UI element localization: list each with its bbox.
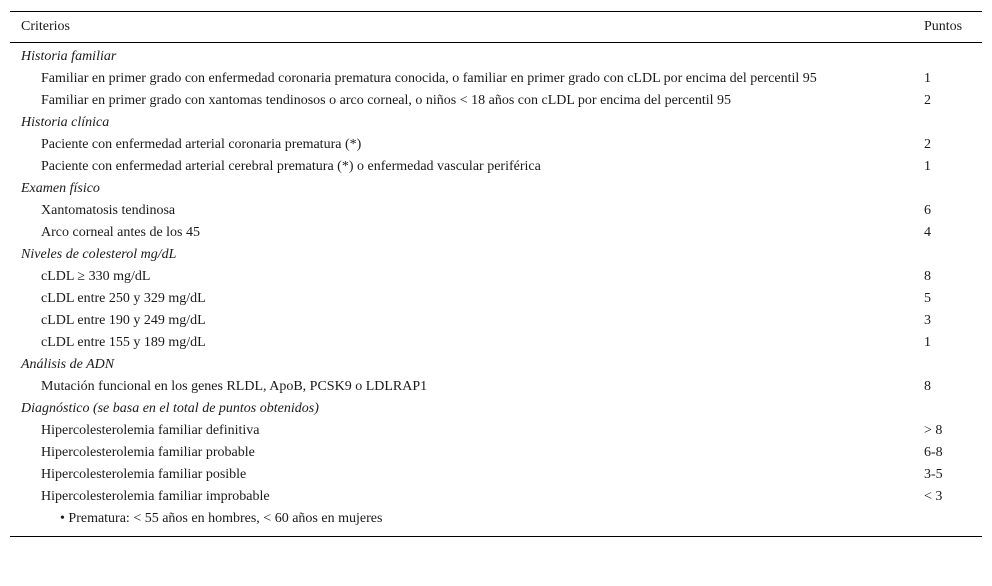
table-row	[10, 442, 982, 464]
table-body	[10, 43, 982, 530]
criterion-points: < 3	[924, 489, 943, 504]
section-title: Historia clínica	[21, 115, 110, 130]
table-row	[10, 464, 982, 486]
criterion-text: Hipercolesterolemia familiar probable	[41, 445, 255, 460]
criterion-points: 2	[924, 137, 931, 152]
criterion-text: cLDL ≥ 330 mg/dL	[41, 269, 151, 284]
table-row	[10, 486, 982, 508]
section-title: Examen físico	[21, 181, 100, 196]
criterion-text: Paciente con enfermedad arterial coronaria prematura (*)	[41, 137, 362, 152]
footnote-row	[10, 508, 982, 530]
footnote-text: • Prematura: < 55 años en hombres, < 60 años en mujeres	[60, 511, 383, 526]
criterion-text: Xantomatosis tendinosa	[41, 203, 176, 218]
section-row	[10, 354, 982, 376]
criterion-text: Arco corneal antes de los 45	[41, 225, 200, 240]
criterion-points: > 8	[924, 423, 943, 438]
table-header	[10, 12, 982, 42]
criterion-text: Hipercolesterolemia familiar definitiva	[41, 423, 260, 438]
section-row	[10, 244, 982, 266]
criterion-text: Familiar en primer grado con xantomas tendinosos o arco corneal, o niños < 18 años con cLDL por encima del percentil 95	[41, 93, 732, 108]
criterion-points: 2	[924, 93, 931, 108]
table-row	[10, 134, 982, 156]
table-bottom-rule	[10, 536, 982, 537]
section-title: Historia familiar	[21, 49, 117, 64]
criterion-points: 4	[924, 225, 931, 240]
criterion-points: 6	[924, 203, 931, 218]
criterion-text: Mutación funcional en los genes RLDL, ApoB, PCSK9 o LDLRAP1	[41, 379, 428, 394]
section-row	[10, 398, 982, 420]
table-row	[10, 420, 982, 442]
section-row	[10, 178, 982, 200]
criterion-points: 3	[924, 313, 931, 328]
section-row	[10, 46, 982, 68]
table-row	[10, 310, 982, 332]
table-row	[10, 222, 982, 244]
table-row	[10, 90, 982, 112]
criterion-text: Paciente con enfermedad arterial cerebral prematura (*) o enfermedad vascular periférica	[41, 159, 541, 174]
table-row	[10, 266, 982, 288]
section-title: Análisis de ADN	[21, 357, 115, 372]
criterion-points: 1	[924, 335, 931, 350]
table-row	[10, 332, 982, 354]
table-row	[10, 200, 982, 222]
section-row	[10, 112, 982, 134]
criterion-points: 5	[924, 291, 931, 306]
criterion-points: 1	[924, 71, 931, 86]
criterion-text: Familiar en primer grado con enfermedad coronaria prematura conocida, o familiar en primer grado con cLDL por encima del percentil 95	[41, 71, 817, 86]
criteria-table	[10, 11, 982, 537]
criterion-text: cLDL entre 190 y 249 mg/dL	[41, 313, 206, 328]
criterion-text: Hipercolesterolemia familiar posible	[41, 467, 247, 482]
criterion-points: 1	[924, 159, 931, 174]
criterion-points: 8	[924, 379, 931, 394]
section-title: Diagnóstico (se basa en el total de puntos obtenidos)	[21, 401, 319, 416]
criterion-points: 8	[924, 269, 931, 284]
header-criteria: Criterios	[21, 19, 70, 34]
criterion-points: 3-5	[924, 467, 943, 482]
criterion-text: cLDL entre 155 y 189 mg/dL	[41, 335, 206, 350]
criterion-text: cLDL entre 250 y 329 mg/dL	[41, 291, 206, 306]
table-row	[10, 156, 982, 178]
criterion-points: 6-8	[924, 445, 943, 460]
header-points: Puntos	[924, 19, 963, 34]
section-title: Niveles de colesterol mg/dL	[21, 247, 177, 262]
table-row	[10, 376, 982, 398]
table-row	[10, 288, 982, 310]
criterion-text: Hipercolesterolemia familiar improbable	[41, 489, 270, 504]
table-row	[10, 68, 982, 90]
